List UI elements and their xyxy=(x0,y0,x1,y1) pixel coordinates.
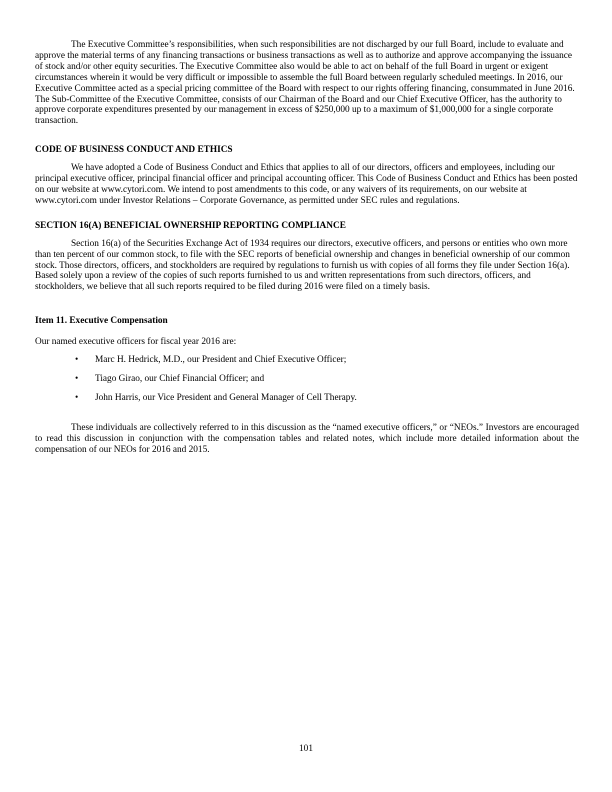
executive-committee-paragraph: The Executive Committee’s responsibilities, when such responsibilities are not discharged by our full Board, include to evaluate and approve the material terms of any financing transactions or business transactions as well as to authorize and approve accompanying the issuance of stock and/or other equity securities. The Executive Committee also would be able to act on behalf of the full Board in urgent or exigent circumstances wherein it would be very difficult or impossible to assemble the full Board between regularly scheduled meetings. In 2016, our Executive Committee acted as a special pricing committee of the Board with respect to our rights offering financing, consummated in June 2016. The Sub-Committee of the Executive Committee, consists of our Chairman of the Board and our Chief Executive Officer, has the authority to approve corporate expenditures presented by our management in excess of $250,000 up to a maximum of $1,000,000 for a single corporate transaction. xyxy=(35,40,575,127)
code-of-conduct-paragraph: We have adopted a Code of Business Conduct and Ethics that applies to all of our directors, officers and employees, including our principal executive officer, principal financial officer and principal accounting officer. This Code of Business Conduct and Ethics has been posted on our website at www.cytori.com. We intend to post amendments to this code, or any waivers of its requirements, on our website at www.cytori.com under Investor Relations – Corporate Governance, as permitted under SEC rules and regulations. xyxy=(35,163,578,206)
list-item xyxy=(35,393,579,404)
item-11-heading: Item 11. Executive Compensation xyxy=(35,316,168,327)
neo-name: Marc H. Hedrick, M.D., our President and Chief Executive Officer; xyxy=(95,355,347,366)
bullet-icon: • xyxy=(75,373,79,384)
code-of-conduct-heading: CODE OF BUSINESS CONDUCT AND ETHICS xyxy=(35,145,233,156)
neo-closing-paragraph: These individuals are collectively referred to in this discussion as the “named executive officers,” or “NEOs.” Investors are encouraged to read this discussion in conjunction with the compensation tables and related notes, which include more detailed information about the compensation of our NEOs for 2016 and 2015. xyxy=(35,422,579,455)
document-page xyxy=(35,40,579,455)
neo-intro-text: Our named executive officers for fiscal year 2016 are: xyxy=(35,337,237,348)
neo-name: Tiago Girao, our Chief Financial Officer; and xyxy=(95,373,265,384)
bullet-icon: • xyxy=(75,355,79,366)
bullet-icon: • xyxy=(75,392,79,403)
section-16a-paragraph: Section 16(a) of the Securities Exchange Act of 1934 requires our directors, executive officers, and persons or entities who own more than ten percent of our common stock, to file with the SEC reports of beneficial ownership and changes in beneficial ownership of our common stock. Those directors, officers, and stockholders are required by regulations to furnish us with copies of all forms they file under Section 16(a). Based solely upon a review of the copies of such reports furnished to us and written representations from such directors, officers, and stockholders, we believe that all such reports required to be filed during 2016 were filed on a timely basis. xyxy=(35,238,570,293)
neo-list xyxy=(35,355,579,404)
section-16a-heading: SECTION 16(A) BENEFICIAL OWNERSHIP REPORTING COMPLIANCE xyxy=(35,220,346,231)
neo-name: John Harris, our Vice President and General Manager of Cell Therapy. xyxy=(95,392,357,403)
list-item xyxy=(35,374,579,385)
page-number: 101 xyxy=(299,744,313,754)
list-item xyxy=(35,355,579,366)
